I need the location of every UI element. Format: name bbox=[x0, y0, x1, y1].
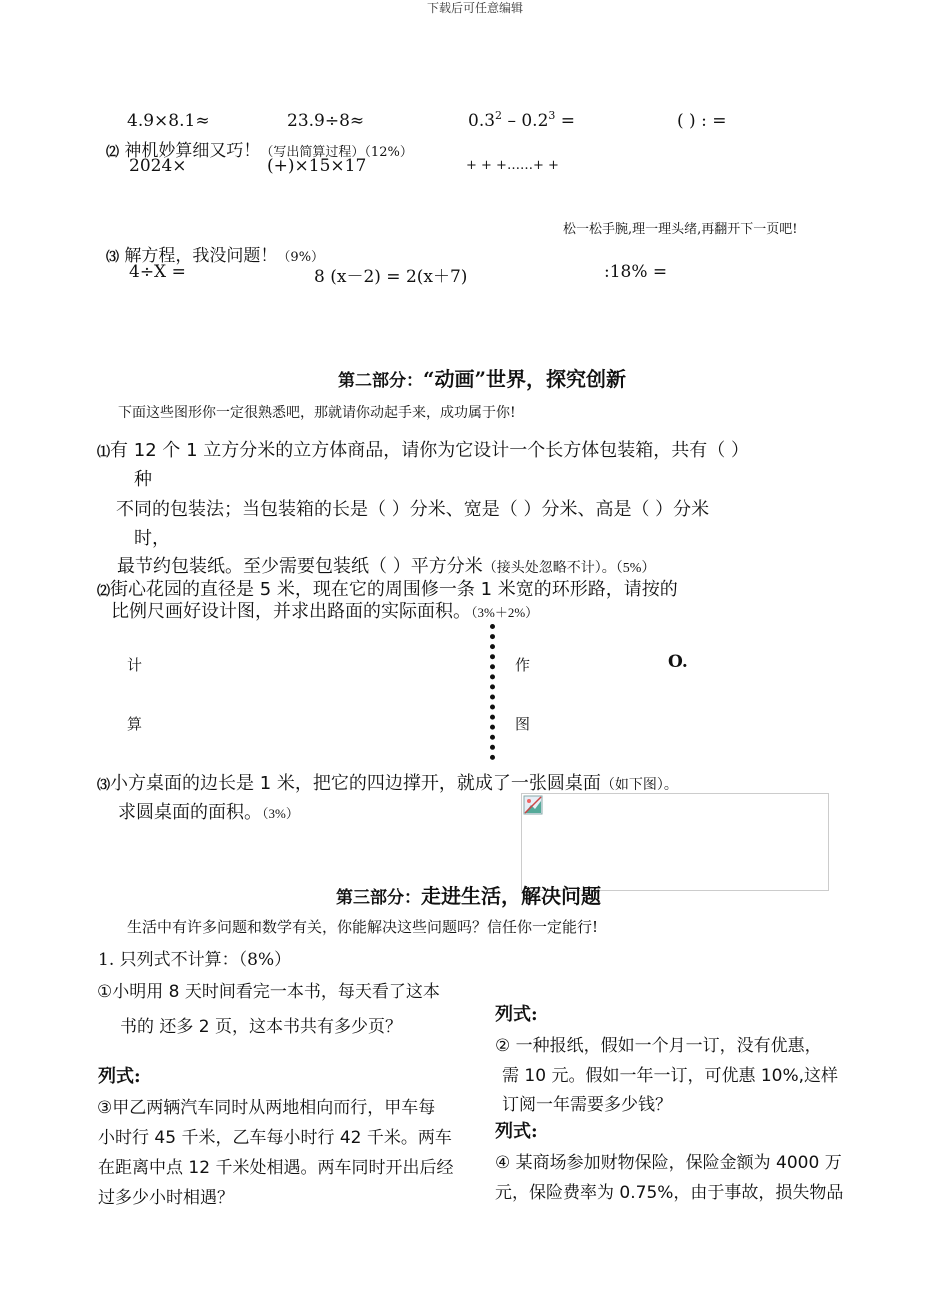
estimate-2: 23.9÷8≈ bbox=[287, 111, 365, 131]
p2q1-line3: 不同的包装法；当包装箱的长是（ ）分米、宽是（ ）分米、高是（ ）分米 bbox=[116, 499, 710, 520]
q2-expr-1: 2024× bbox=[129, 156, 187, 176]
p2q3-line2: 求圆桌面的面积。（3%） bbox=[118, 802, 299, 823]
q3-expr-3: :18% = bbox=[604, 262, 668, 282]
q3-heading: ⑶ 解方程，我没问题！（9%） bbox=[106, 246, 325, 266]
p2q3-line1: ⑶小方桌面的边长是 1 米，把它的四边撑开，就成了一张圆桌面（如下图）。 bbox=[97, 773, 678, 794]
q2-expr-3: + + +……+ + bbox=[466, 158, 559, 173]
dotted-divider bbox=[490, 624, 500, 760]
part2-intro: 下面这些图形你一定很熟悉吧，那就请你动起手来，成功属于你! bbox=[118, 405, 516, 421]
calc-label-1: 计 bbox=[127, 656, 143, 674]
p3q3-line2: 小时行 45 千米，乙车每小时行 42 千米。两车 bbox=[98, 1128, 452, 1148]
p3q2-line3: 订阅一年需要多少钱？ bbox=[502, 1095, 672, 1115]
page-header: 下载后可任意编辑 bbox=[426, 1, 523, 15]
p3q4-line1: ④ 某商场参加财物保险，保险金额为 4000 万 bbox=[495, 1153, 842, 1173]
formula-label-2: 列式: bbox=[495, 1004, 538, 1025]
p3q3-line1: ③甲乙两辆汽车同时从两地相向而行，甲车每 bbox=[97, 1098, 436, 1118]
part2-title: 第二部分：“动画”世界，探究创新 bbox=[338, 367, 627, 391]
p3q1-line1: ①小明用 8 天时间看完一本书，每天看了这本 bbox=[97, 982, 440, 1002]
p3q3-line3: 在距离中点 12 千米处相遇。两车同时开出后经 bbox=[98, 1158, 454, 1178]
broken-image-icon bbox=[523, 795, 543, 815]
p2q1-line4: 时， bbox=[134, 528, 170, 549]
p3q3-line4: 过多少小时相遇？ bbox=[98, 1188, 234, 1208]
part3-intro: 生活中有许多问题和数学有关，你能解决这些问题吗？信任你一定能行! bbox=[127, 918, 599, 936]
ratio-expression: ( ) : = bbox=[677, 111, 727, 131]
q2-heading: ⑵ 神机妙算细又巧！（写出简算过程）（12%） bbox=[106, 141, 413, 161]
p2q1-line1: ⑴有 12 个 1 立方分米的立方体商品，请你为它设计一个长方体包装箱，共有（ ） bbox=[97, 440, 749, 461]
part3-section-1: 1. 只列式不计算：（8%） bbox=[98, 950, 292, 970]
round-table-image bbox=[521, 793, 829, 891]
q2-expr-2: (+)×15×17 bbox=[267, 156, 367, 176]
p3q4-line2: 元，保险费率为 0.75%，由于事故，损失物品 bbox=[495, 1183, 844, 1203]
p2q1-line2: 种 bbox=[134, 469, 152, 490]
q3-expr-1: 4÷X = bbox=[129, 262, 186, 282]
p3q2-line2: 需 10 元。假如一年一订，可优惠 10%,这样 bbox=[502, 1066, 839, 1086]
calc-label-2: 算 bbox=[127, 715, 143, 733]
q3-expr-2: 8 (x－2) = 2(x＋7) bbox=[314, 267, 468, 287]
part3-title: 第三部分：走进生活，解决问题 bbox=[336, 884, 601, 908]
draw-label-2: 图 bbox=[515, 715, 531, 733]
power-expression: $0.3^2 - 0.2^3$ = bbox=[468, 109, 576, 131]
p3q1-line2: 书的 还多 2 页，这本书共有多少页？ bbox=[120, 1017, 403, 1037]
p3q2-line1: ② 一种报纸，假如一个月一订，没有优惠， bbox=[495, 1036, 822, 1056]
p2q1-line5: 最节约包装纸。至少需要包装纸（ ）平方分米（接头处忽略不计）。（5%） bbox=[117, 556, 656, 577]
relax-note: 松一松手腕,理一理头绪,再翻开下一页吧! bbox=[563, 222, 798, 237]
origin-point-label: O. bbox=[668, 652, 688, 672]
p2q2-line2: 比例尺画好设计图，并求出路面的实际面积。（3%＋2%） bbox=[111, 601, 539, 622]
formula-label-3: 列式: bbox=[495, 1121, 538, 1142]
formula-label-1: 列式: bbox=[98, 1066, 141, 1087]
draw-label-1: 作 bbox=[515, 656, 531, 674]
estimate-1: 4.9×8.1≈ bbox=[127, 111, 210, 131]
p2q2-line1: ⑵街心花园的直径是 5 米，现在它的周围修一条 1 米宽的环形路，请按的 bbox=[97, 579, 678, 600]
